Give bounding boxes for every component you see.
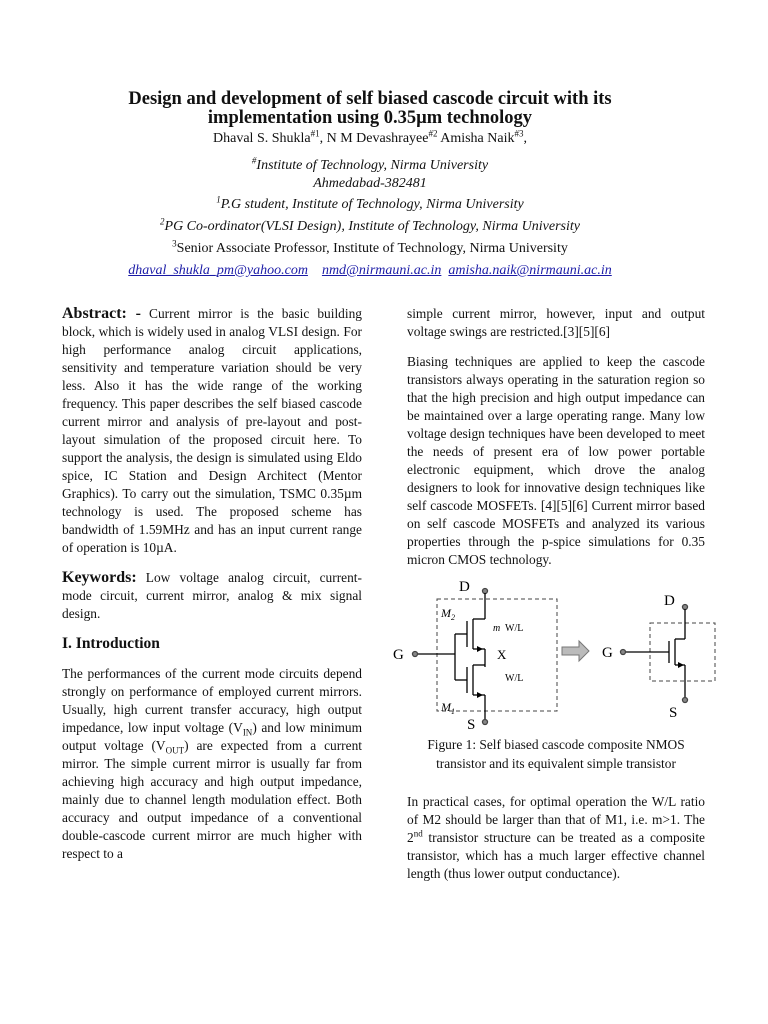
title-line-2: implementation using 0.35µm technology [207,108,533,128]
affiliation-city [60,175,680,193]
node-g-right [621,650,626,655]
continued-paragraph: simple current mirror, however, input and output voltage swings are restricted.[3][5][6] [407,306,705,339]
sub-out: OUT [165,745,185,756]
label-s-right: S [669,705,678,721]
label-wl-top: W/L [505,623,524,634]
abstract-heading: Abstract: - [62,305,141,322]
author-2-sup: #2 [428,128,438,139]
aff1-sup: 1 [216,194,221,205]
keywords-heading: Keywords: [62,569,137,586]
intro-text-b: ) and low minimum output voltage (V [62,720,362,753]
aff3-text: Senior Associate Professor, Institute of Technology, Nirma University [176,241,568,256]
label-d-right: D [664,593,675,609]
affiliation-3 [60,240,680,258]
intro-text-c: ) are expected from a current mirror. The simple current mirror is usually far from achieving high accuracy and high output impedance, mainly due to channel length modulation effect. Both accuracy and output impedance of a conventional double-cascode current mirror are much higher with respect to a [62,738,362,861]
node-s-right [683,698,688,703]
author-3: Amisha Naik [437,131,515,146]
label-m: m [493,623,501,634]
email-line [60,262,680,280]
paper-title [60,90,680,128]
arrow-eq [678,662,684,668]
aff3-sup: 3 [172,238,177,249]
aff-hash-text: Institute of Technology, Nirma University [256,158,489,173]
node-s-left [483,720,488,725]
author-tail: , [523,131,527,146]
label-g-left: G [393,647,404,663]
biasing-paragraph: Biasing techniques are applied to keep the cascode transistors always operating in the saturation region so that the high precision and high output impedance can be maintained over a large operating range. Many low voltage design techniques have been developed to meet the needs of present era of low power portable electronic equipment, which drove the analog designers to look for innovative design techniques like self cascode MOSFETs. [4][5][6] Current mirror based on self cascode MOSFETs and analyzed its various properties through the p-spice simulations for 0.35 micron CMOS technology. [407,354,705,567]
abstract-paragraph [62,305,362,557]
node-g-left [413,652,418,657]
arrow-m2 [477,646,483,652]
aff2-text: PG Co-ordinator(VLSI Design), Institute of Technology, Nirma University [164,219,580,234]
practical-paragraph [407,793,705,883]
label-m2: $M_2$ [441,606,455,622]
label-wl-bot: W/L [505,673,524,684]
author-2: , N M Devashrayee [319,131,429,146]
email-link-3[interactable]: amisha.naik@nirmauni.ac.in [448,263,612,278]
figure-caption: Figure 1: Self biased cascode composite NMOS transistor and its equivalent simple transistor [427,737,685,771]
figure-1-circuit [393,579,707,733]
right-column [393,305,705,883]
aff-hash-sup: # [251,155,257,166]
label-x: X [497,647,507,662]
node-d-left [483,589,488,594]
intro-text-a: The performances of the current mode circuits depend strongly on performance of employed current mirrors. Usually, high current transfer accuracy, high output impedance, low input voltage (V [62,666,362,735]
affiliation-main [60,157,680,175]
affiliation-2 [60,218,680,236]
keywords-text: Low voltage analog circuit, current-mode circuit, current mirror, analog & mix signal design. [62,570,362,621]
email-link-1[interactable]: dhaval_shukla_pm@yahoo.com [128,263,308,278]
equivalence-arrow [562,641,589,661]
author-1: Dhaval S. Shukla [213,131,311,146]
arrow-m1 [477,692,483,698]
label-m1: $M_1$ [441,700,455,716]
title-line-1: Design and development of self biased cascode circuit with its [128,89,612,109]
affiliation-1 [60,196,680,214]
email-link-2[interactable]: nmd@nirmauni.ac.in [321,263,442,278]
author-1-sup: #1 [310,128,320,139]
author-line [60,130,680,148]
author-3-sup: #3 [514,128,524,139]
sup-nd: nd [413,828,423,839]
intro-paragraph [62,665,362,863]
aff-city-text: Ahmedabad-382481 [313,176,427,191]
label-g-right: G [602,645,613,661]
abstract-text: Current mirror is the basic building block, which is widely used in analog VLSI design. For high performance analog circuit applications, sensitivity and temperature variation should be very less. Also it has the wide range of the working frequency. This paper describes the self biased cascode current mirror and analysis of pre-layout and post-layout simulation of the proposed circuit here. To support the analysis, the design is simulated using Eldo spice, IC Station and Design Architect (Mentor Graphics). To carry out the simulation, TSMC 0.35µm technology is used. The proposed scheme has bandwidth of 1.59MHz and has an input current range of operation is 10µA. [62,306,362,555]
sub-in: IN [242,727,253,738]
label-s-left: S [467,717,476,733]
aff2-sup: 2 [160,216,165,227]
node-d-right [683,605,688,610]
keywords-paragraph [62,569,362,623]
aff1-text: P.G student, Institute of Technology, Nirma University [220,197,524,212]
left-column [62,305,362,863]
intro-heading: I. Introduction [62,635,160,652]
practical-text-a: In practical cases, for optimal operation the W/L ratio of M2 should be larger than that of M1, i.e. m>1. The 2 [407,794,705,845]
label-d-left: D [459,579,470,595]
practical-text-b: transistor structure can be treated as a composite transistor, which has a much larger effective channel length (thus lower output conductance). [407,830,705,881]
